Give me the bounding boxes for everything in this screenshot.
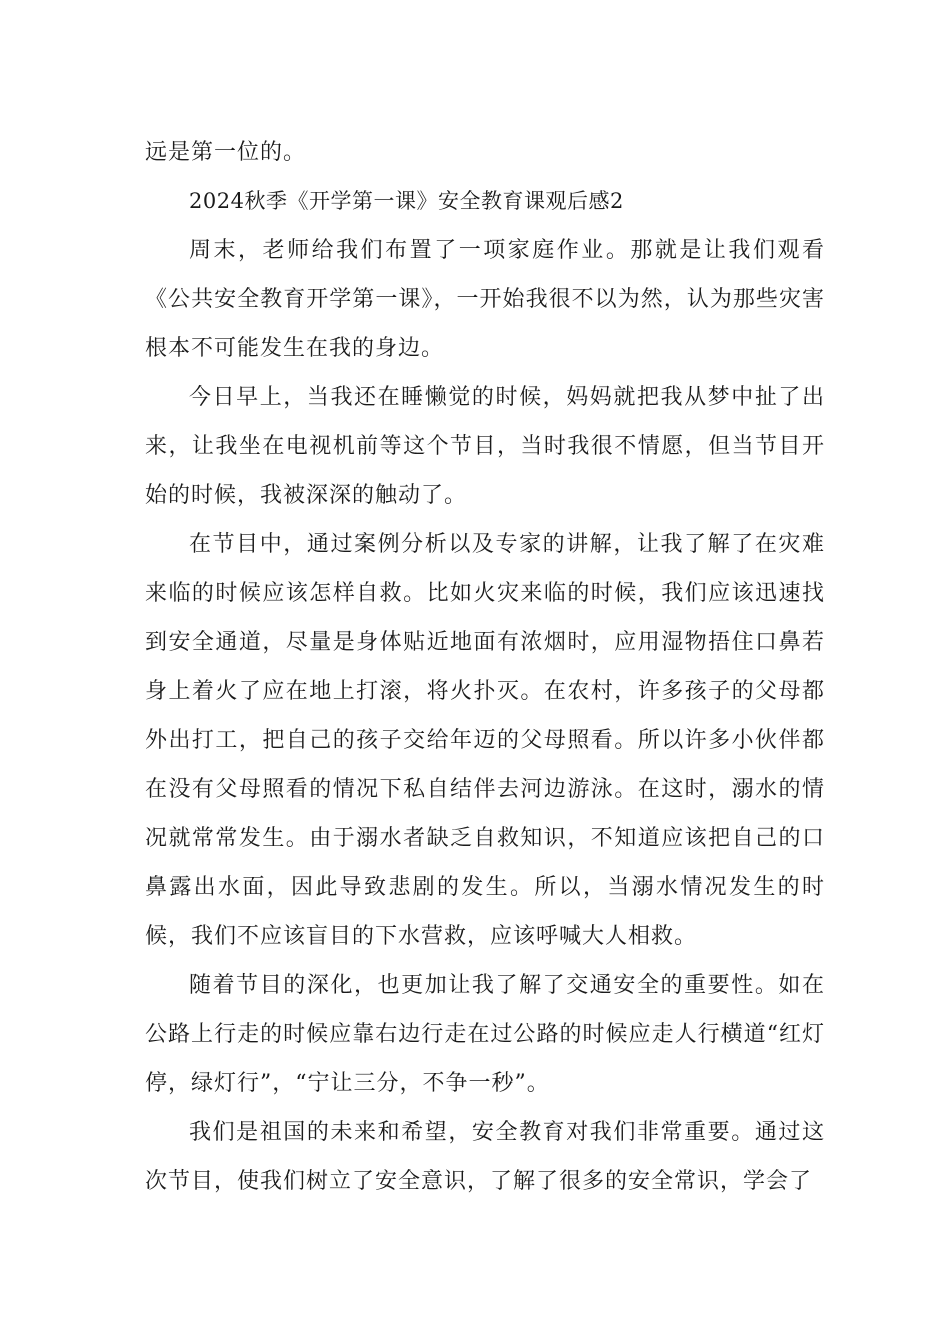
essay-heading: 2024秋季《开学第一课》安全教育课观后感2 bbox=[189, 189, 624, 213]
paragraph-1: 周末，老师给我们布置了一项家庭作业。那就是让我们观看《公共安全教育开学第一课》，一开始我很不以为然，认为那些灾害根本不可能发生在我的身边。 bbox=[145, 238, 825, 361]
continuation-text: 远是第一位的。 bbox=[145, 140, 307, 165]
paragraph-3: 在节目中，通过案例分析以及专家的讲解，让我了解了在灾难来临的时候应该怎样自救。比如火灾来临的时候，我们应该迅速找到安全通道，尽量是身体贴近地面有浓烟时，应用湿物捂住口鼻若身上着火了应在地上打滚，将火扑灭。在农村，许多孩子的父母都外出打工，把自己的孩子交给年迈的父母照看。所以许多小伙伴都在没有父母照看的情况下私自结伴去河边游泳。在这时，溺水的情况就常常发生。由于溺水者缺乏自救知识，不知道应该把自己的口鼻露出水面，因此导致悲剧的发生。所以，当溺水情况发生的时候，我们不应该盲目的下水营救，应该呼喊大人相救。 bbox=[145, 532, 825, 949]
paragraph-2: 今日早上，当我还在睡懒觉的时候，妈妈就把我从梦中扯了出来，让我坐在电视机前等这个节目，当时我很不情愿，但当节目开始的时候，我被深深的触动了。 bbox=[145, 385, 825, 508]
paragraph-5: 我们是祖国的未来和希望，安全教育对我们非常重要。通过这次节目，使我们树立了安全意识，了解了很多的安全常识，学会了 bbox=[145, 1120, 825, 1194]
document-body bbox=[145, 128, 825, 1206]
paragraph-4: 随着节目的深化，也更加让我了解了交通安全的重要性。如在公路上行走的时候应靠右边行走在过公路的时候应走人行横道“红灯停，绿灯行”，“宁让三分，不争一秒”。 bbox=[145, 973, 825, 1096]
